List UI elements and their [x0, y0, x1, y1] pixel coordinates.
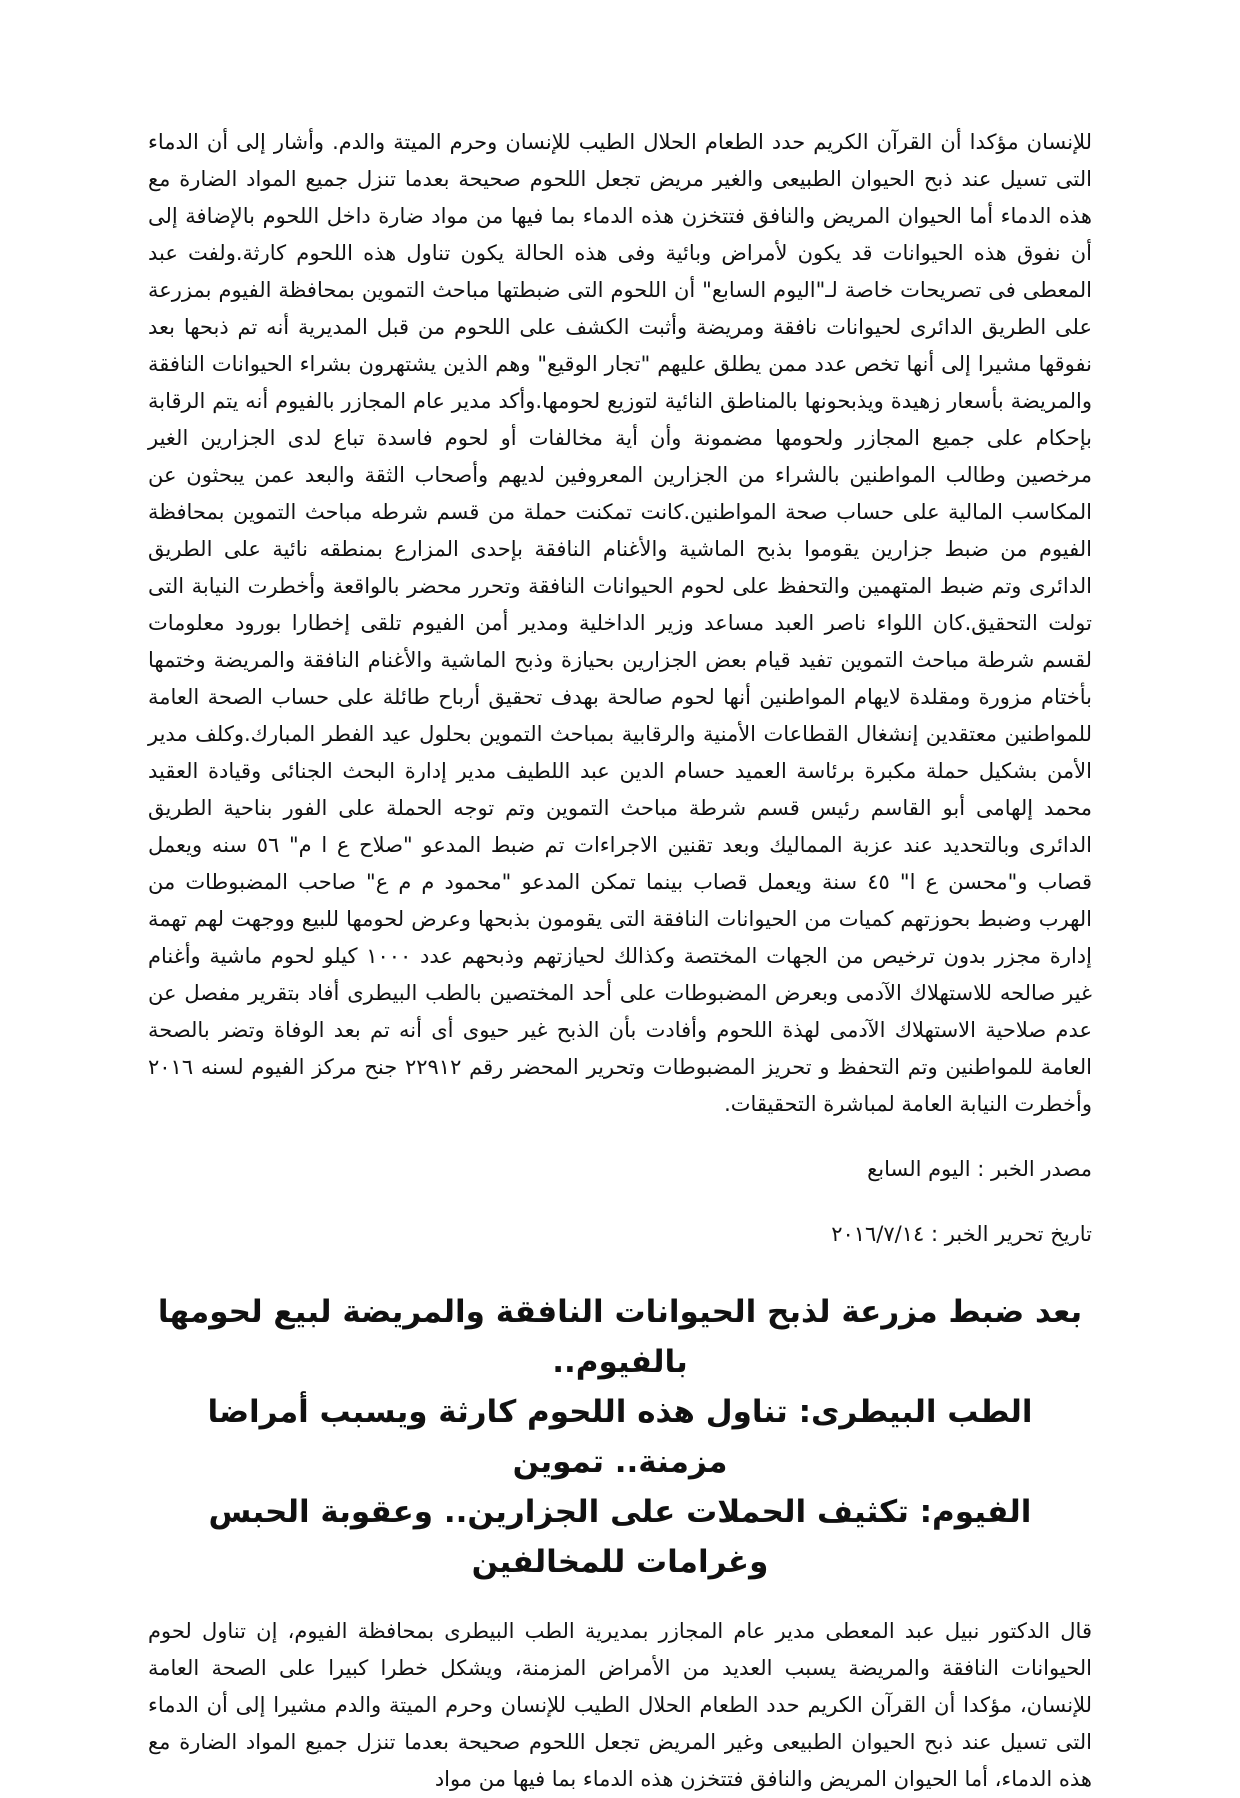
news-source-line: مصدر الخبر : اليوم السابع	[867, 1157, 1092, 1181]
headline-line: الفيوم: تكثيف الحملات على الجزارين.. وعقوبة الحبس وغرامات للمخالفين	[208, 1494, 1032, 1580]
headline-line: الطب البيطرى: تناول هذه اللحوم كارثة ويسبب أمراضا مزمنة.. تموين	[207, 1394, 1033, 1480]
headline-line: بعد ضبط مزرعة لذبح الحيوانات النافقة والمريضة لبيع لحومها بالفيوم..	[157, 1294, 1083, 1380]
article-body-intro: قال الدكتور نبيل عبد المعطى مدير عام المجازر بمديرية الطب البيطرى بمحافظة الفيوم، إن تناول لحوم الحيوانات النافقة والمريضة يسبب العديد من الأمراض المزمنة، ويشكل خطرا كبيرا على الصحة العامة للإنسان، مؤكدا أن القرآن الكريم حدد الطعام الحلال الطيب للإنسان وحرم الميتة والدم مشيرا إلى أن الدماء التى تسيل عند ذبح الحيوان الطبيعى وغير المريض تجعل اللحوم صحيحة بعدما تنزل جميع المواد الضارة مع هذه الدماء، أما الحيوان المريض والنافق فتتخزن هذه الدماء بما فيها من مواد	[148, 1619, 1092, 1791]
article-headline	[148, 1287, 1092, 1587]
article-body-continued: للإنسان مؤكدا أن القرآن الكريم حدد الطعام الحلال الطيب للإنسان وحرم الميتة والدم. وأشار إلى أن الدماء التى تسيل عند ذبح الحيوان الطبيعى والغير مريض تجعل اللحوم صحيحة بعدما تنزل جميع المواد الضارة مع هذه الدماء أما الحيوان المريض والنافق فتتخزن هذه الدماء بما فيها من مواد ضارة داخل اللحوم بالإضافة إلى أن نفوق هذه الحيوانات قد يكون لأمراض وبائية وفى هذه الحالة يكون تناول هذه اللحوم كارثة.ولفت عبد المعطى فى تصريحات خاصة لـ"اليوم السابع" أن اللحوم التى ضبطتها مباحث التموين بمحافظة الفيوم بمزرعة على الطريق الدائرى لحيوانات نافقة ومريضة وأثبت الكشف على اللحوم من قبل المديرية أنه تم ذبحها بعد نفوقها مشيرا إلى أنها تخص عدد ممن يطلق عليهم "تجار الوقيع" وهم الذين يشتهرون بشراء الحيوانات النافقة والمريضة بأسعار زهيدة ويذبحونها بالمناطق النائية لتوزيع لحومها.وأكد مدير عام المجازر بالفيوم أنه يتم الرقابة بإحكام على جميع المجازر ولحومها مضمونة وأن أية مخالفات أو لحوم فاسدة تباع لدى الجزارين الغير مرخصين وطالب المواطنين بالشراء من الجزارين المعروفين لديهم وأصحاب الثقة والبعد عمن يبحثون عن المكاسب المالية على حساب صحة المواطنين.كانت تمكنت حملة من قسم شرطه مباحث التموين بمحافظة الفيوم من ضبط جزارين يقوموا بذبح الماشية والأغنام النافقة بإحدى المزارع بمنطقه نائية على الطريق الدائرى وتم ضبط المتهمين والتحفظ على لحوم الحيوانات النافقة وتحرر محضر بالواقعة وأخطرت النيابة التى تولت التحقيق.كان اللواء ناصر العبد مساعد وزير الداخلية ومدير أمن الفيوم تلقى إخطارا بورود معلومات لقسم شرطة مباحث التموين تفيد قيام بعض الجزارين بحيازة وذبح الماشية والأغنام النافقة والمريضة وختمها بأختام مزورة ومقلدة لايهام المواطنين أنها لحوم صالحة بهدف تحقيق أرباح طائلة على حساب الصحة العامة للمواطنين معتقدين إنشغال القطاعات الأمنية والرقابية بمباحث التموين بحلول عيد الفطر المبارك.وكلف مدير الأمن بشكيل حملة مكبرة برئاسة العميد حسام الدين عبد اللطيف مدير إدارة البحث الجنائى وقيادة العقيد محمد إلهامى أبو القاسم رئيس قسم شرطة مباحث التموين وتم توجه الحملة على الفور بناحية الطريق الدائرى وبالتحديد عند عزبة المماليك وبعد تقنين الاجراءات تم ضبط المدعو "صلاح ع ا م" ٥٦ سنه ويعمل قصاب و"محسن ع ا" ٤٥ سنة ويعمل قصاب بينما تمكن المدعو "محمود م م ع" صاحب المضبوطات من الهرب وضبط بحوزتهم كميات من الحيوانات النافقة التى يقومون بذبحها وعرض لحومها للبيع ووجهت لهم تهمة إدارة مجزر بدون ترخيص من الجهات المختصة وكذالك لحيازتهم وذبحهم عدد ١٠٠٠ كيلو لحوم ماشية وأغنام غير صالحه للاستهلاك الآدمى وبعرض المضبوطات على أحد المختصين بالطب البيطرى أفاد بتقرير مفصل عن عدم صلاحية الاستهلاك الآدمى لهذة اللحوم وأفادت بأن الذبح غير حيوى أى أنه تم بعد الوفاة وتضر بالصحة العامة للمواطنين وتم التحفظ و تحريز المضبوطات وتحرير المحضر رقم ٢٢٩١٢ جنح مركز الفيوم لسنه ٢٠١٦ وأخطرت النيابة العامة لمباشرة التحقيقات.	[148, 130, 1093, 1116]
news-date-line: تاريخ تحرير الخبر : ٢٠١٦/٧/١٤	[831, 1222, 1092, 1246]
document-page	[148, 124, 1092, 1798]
